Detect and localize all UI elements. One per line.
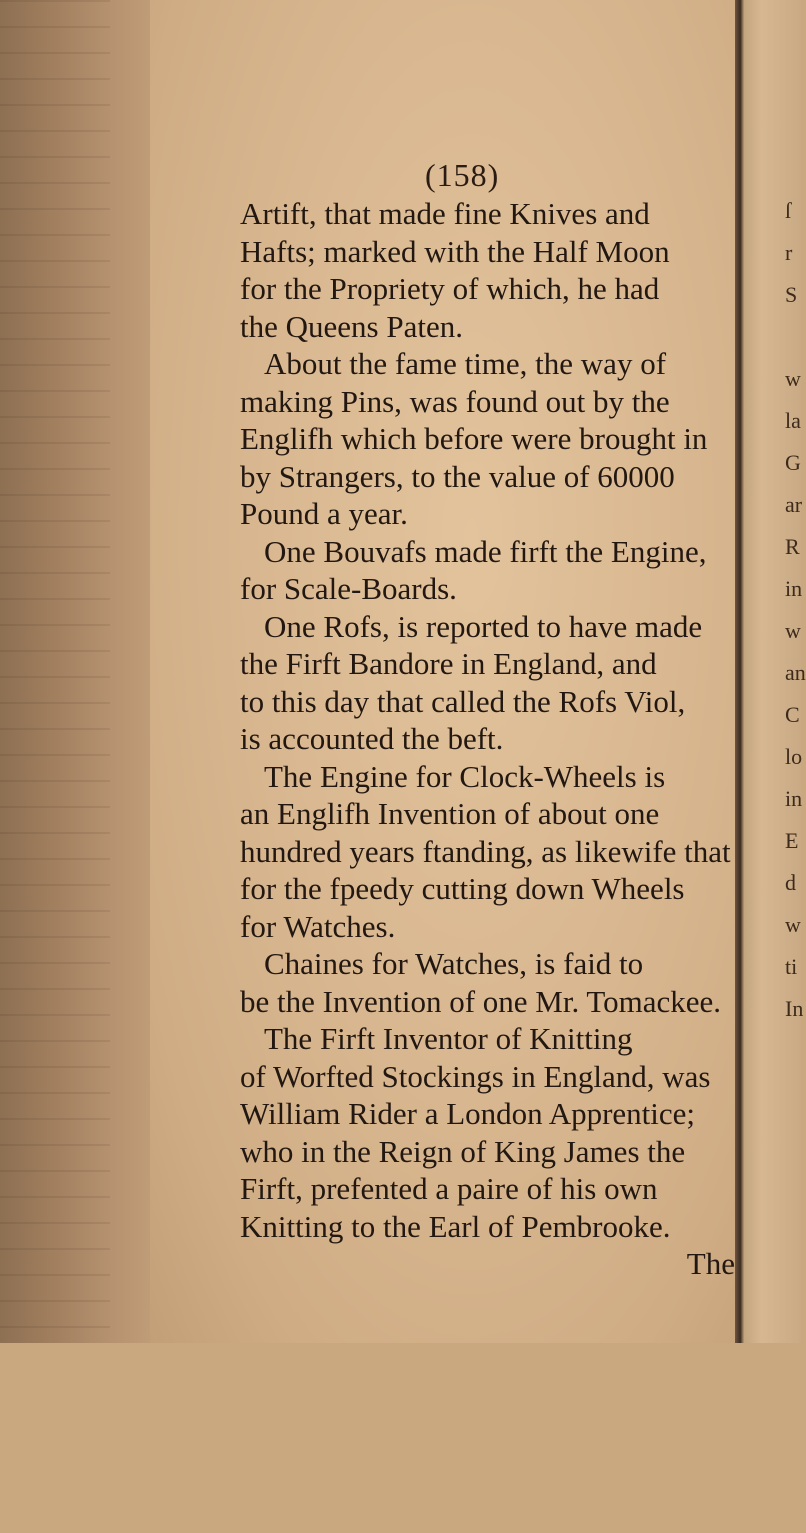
page-edge-lines [0, 0, 110, 1343]
text-line: for the Propriety of which, he had [240, 271, 660, 306]
text-line: of Worfted Stockings in England, was [240, 1058, 711, 1094]
page-text [240, 195, 745, 1283]
text-line: the Queens Paten. [240, 308, 463, 344]
text-line: One Rofs, is reported to have made [264, 608, 703, 644]
text-line: be the Invention of one Mr. Tomackee. [240, 983, 722, 1019]
text-line: Chaines for Watches, is faid to [264, 946, 644, 981]
text-line: Knitting to the Earl of Pembrooke. [240, 1208, 671, 1244]
text-line: The Engine for Clock-Wheels is [264, 758, 666, 794]
text-line: making Pins, was found out by the [240, 383, 670, 419]
text-line: William Rider a London Apprentice; [240, 1096, 696, 1131]
text-line: Artift, that made fine Knives and [240, 196, 650, 231]
facing-page-fragment: ſ r S w la G ar R in w an C lo in E d w ti In [785, 198, 806, 1021]
text-line: for Watches. [240, 908, 396, 944]
catchword: The [686, 1246, 735, 1281]
text-line: an Englifh Invention of about one [240, 796, 660, 831]
text-line: by Strangers, to the value of 60000 [240, 458, 675, 494]
text-line: Hafts; marked with the Half Moon [240, 233, 670, 269]
page-number: (158) [425, 157, 500, 193]
text-line: for the fpeedy cutting down Wheels [240, 871, 685, 906]
text-line: Firft, prefented a paire of his own [240, 1171, 658, 1206]
text-line: Pound a year. [240, 496, 408, 531]
text-line: to this day that called the Rofs Viol, [240, 683, 686, 719]
text-line: the Firft Bandore in England, and [240, 646, 657, 681]
text-line: for Scale-Boards. [240, 571, 457, 606]
text-line: One Bouvafs made firft the Engine, [264, 533, 707, 569]
text-line: hundred years ftanding, as likewife that [240, 833, 731, 869]
text-line: Englifh which before were brought in [240, 421, 708, 456]
text-line: The Firft Inventor of Knitting [264, 1021, 633, 1056]
text-line: who in the Reign of King James the [240, 1133, 686, 1169]
text-line: is accounted the beft. [240, 721, 504, 756]
text-line: About the fame time, the way of [264, 346, 667, 381]
